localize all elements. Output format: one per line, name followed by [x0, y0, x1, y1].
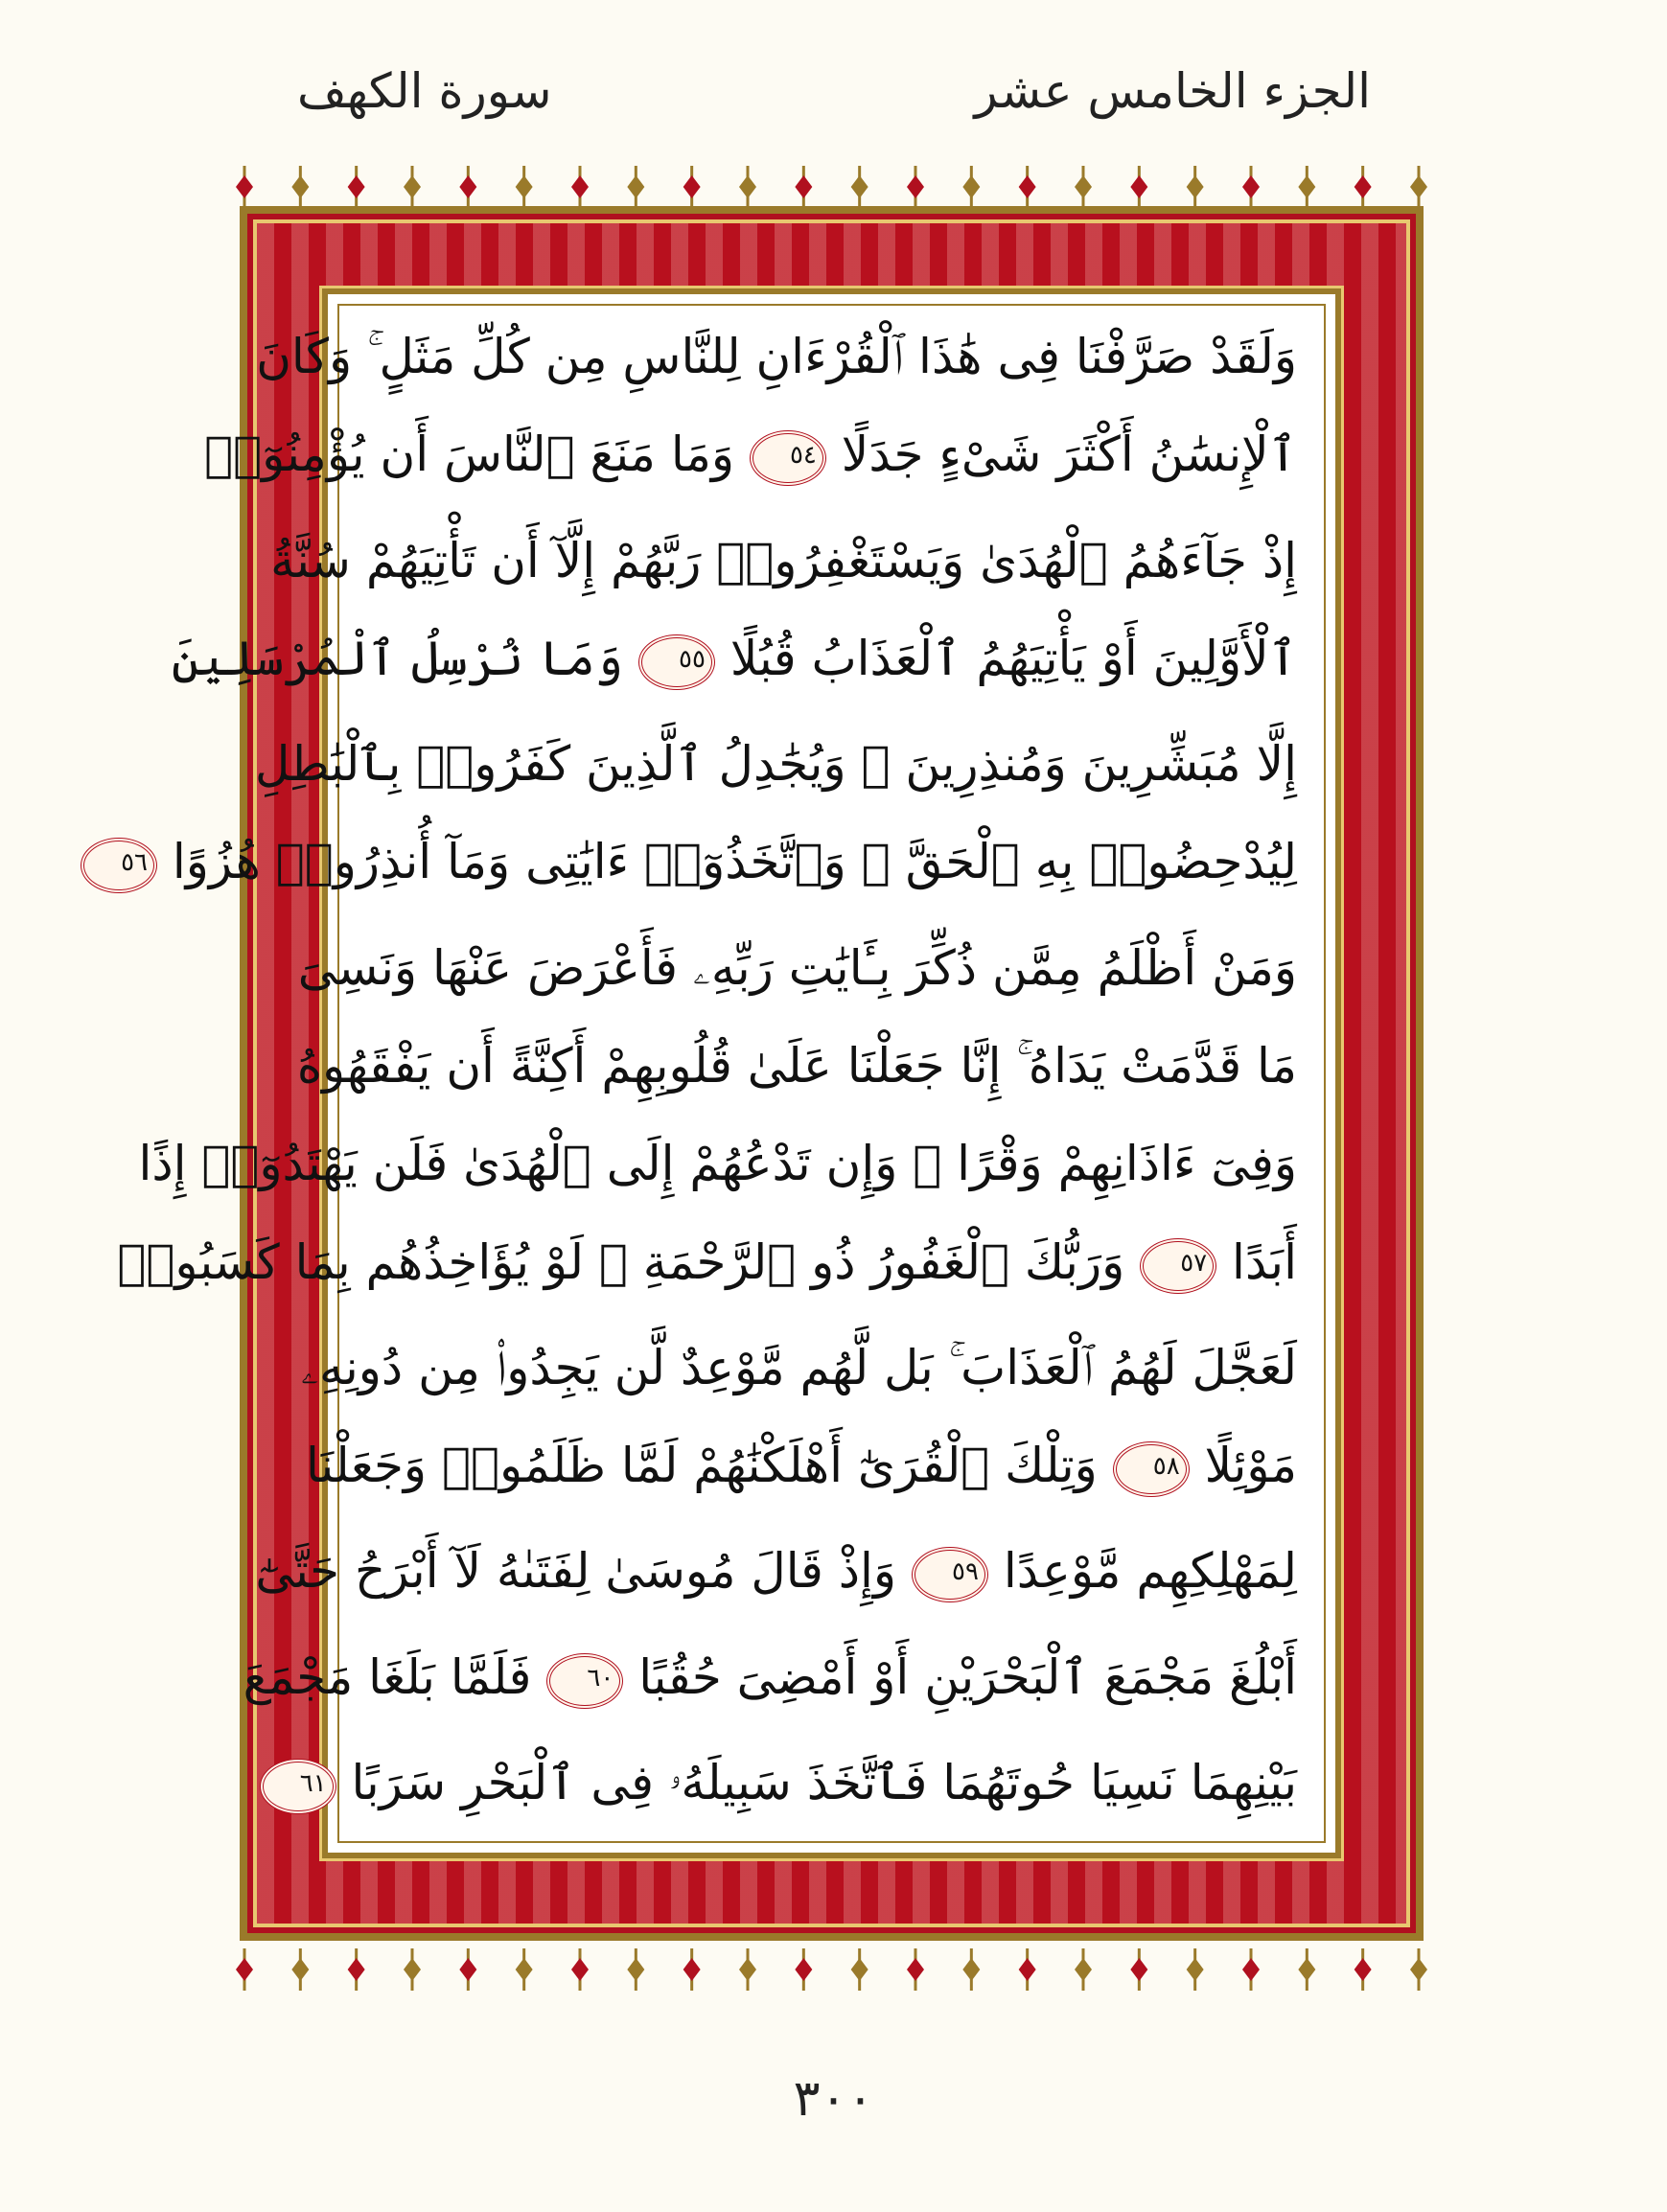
finial-ornament-icon — [571, 166, 589, 208]
finial-ornament-icon — [1354, 166, 1372, 208]
finial-ornament-icon — [907, 1948, 924, 1991]
finial-ornament-icon — [1354, 1948, 1372, 1991]
finial-ornament-icon — [404, 166, 421, 208]
finial-ornament-icon — [236, 1948, 253, 1991]
finial-ornament-icon — [404, 1948, 421, 1991]
finial-ornament-icon — [348, 166, 365, 208]
finial-ornament-icon — [627, 166, 644, 208]
finial-ornament-icon — [1298, 166, 1315, 208]
finial-ornament-icon — [348, 1948, 365, 1991]
finial-ornament-icon — [516, 166, 533, 208]
ayah-number-marker: ٦١ — [260, 1759, 336, 1814]
text-line-10: أَبَدًا ٥٧ وَرَبُّكَ ٱلْغَفُورُ ذُو ٱلرَّحْمَةِ ۖ لَوْ يُؤَاخِذُهُم بِمَا كَسَبُوا۟ — [366, 1238, 1297, 1294]
finial-ornament-icon — [291, 166, 309, 208]
verse-text — [117, 329, 1297, 1814]
finial-ornament-icon — [459, 1948, 476, 1991]
finial-ornament-icon — [1075, 1948, 1092, 1991]
text-line-15: بَيْنِهِمَا نَسِيَا حُوتَهُمَا فَٱتَّخَذَ سَبِيلَهُۥ فِى ٱلْبَحْرِ سَرَبًا ٦١ — [366, 1759, 1297, 1814]
ayah-number-marker: ٦٠ — [546, 1653, 623, 1709]
page-header — [297, 48, 1371, 134]
text-line-7: وَمَنْ أَظْلَمُ مِمَّن ذُكِّرَ بِـَٔايَٰتِ رَبِّهِۦ فَأَعْرَضَ عَنْهَا وَنَسِىَ — [297, 939, 1297, 996]
ayah-number-marker: ٥٨ — [1113, 1441, 1190, 1497]
finial-ornament-icon — [739, 166, 756, 208]
text-line-12: مَوْئِلًا ٥٨ وَتِلْكَ ٱلْقُرَىٰٓ أَهْلَكْنَٰهُمْ لَمَّا ظَلَمُوا۟ وَجَعَلْنَا — [366, 1441, 1297, 1497]
text-line-11: لَعَجَّلَ لَهُمُ ٱلْعَذَابَ ۚ بَل لَّهُم مَّوْعِدٌ لَّن يَجِدُوا۟ مِن دُونِهِۦ — [301, 1339, 1297, 1395]
finial-ornament-icon — [795, 166, 812, 208]
ornamental-frame — [117, 206, 1424, 1941]
finial-ornament-icon — [1242, 166, 1260, 208]
finial-ornament-icon — [1019, 166, 1036, 208]
finial-ornament-icon — [459, 166, 476, 208]
ayah-number-marker: ٥٤ — [750, 430, 826, 486]
text-line-1: وَلَقَدْ صَرَّفْنَا فِى هَٰذَا ٱلْقُرْءَانِ لِلنَّاسِ مِن كُلِّ مَثَلٍ ۚ وَكَانَ — [256, 329, 1297, 384]
finial-ornament-icon — [683, 166, 701, 208]
text-line-9: وَفِىٓ ءَاذَانِهِمْ وَقْرًا ۖ وَإِن تَدْعُهُمْ إِلَى ٱلْهُدَىٰ فَلَن يَهْتَدُوٓا۟ إِذًا — [138, 1136, 1297, 1192]
finial-ornament-icon — [516, 1948, 533, 1991]
finial-ornament-icon — [1410, 166, 1427, 208]
text-line-2: ٱلْإِنسَٰنُ أَكْثَرَ شَىْءٍ جَدَلًا ٥٤ وَمَا مَنَعَ ٱلنَّاسَ أَن يُؤْمِنُوٓا۟ — [366, 430, 1297, 486]
finial-ornament-icon — [962, 1948, 980, 1991]
text-line-14: أَبْلُغَ مَجْمَعَ ٱلْبَحْرَيْنِ أَوْ أَمْضِىَ حُقُبًا ٦٠ فَلَمَّا بَلَغَا مَجْمَعَ — [366, 1653, 1297, 1709]
ayah-number-marker: ٥٥ — [638, 634, 715, 690]
text-line-5: إِلَّا مُبَشِّرِينَ وَمُنذِرِينَ ۚ وَيُجَٰدِلُ ٱلَّذِينَ كَفَرُوا۟ بِٱلْبَٰطِلِ — [254, 736, 1297, 793]
ayah-number-marker: ٥٦ — [81, 838, 157, 893]
page-number: ٣٠٠ — [793, 2070, 874, 2128]
ayah-number-marker: ٥٩ — [912, 1547, 988, 1602]
juz-title: الجزء الخامس عشر — [974, 63, 1371, 119]
text-line-13: لِمَهْلِكِهِم مَّوْعِدًا ٥٩ وَإِذْ قَالَ مُوسَىٰ لِفَتَىٰهُ لَآ أَبْرَحُ حَتَّىٰٓ — [366, 1547, 1297, 1602]
finial-ornament-icon — [795, 1948, 812, 1991]
finial-ornament-icon — [291, 1948, 309, 1991]
finial-ornament-icon — [1410, 1948, 1427, 1991]
finial-ornament-icon — [1187, 1948, 1204, 1991]
finial-ornament-icon — [236, 166, 253, 208]
text-line-3: إِذْ جَآءَهُمُ ٱلْهُدَىٰ وَيَسْتَغْفِرُوا۟ رَبَّهُمْ إِلَّآ أَن تَأْتِيَهُمْ سُنَّةُ — [270, 532, 1297, 588]
finial-ornament-icon — [1242, 1948, 1260, 1991]
finial-ornament-icon — [571, 1948, 589, 1991]
text-line-8: مَا قَدَّمَتْ يَدَاهُ ۚ إِنَّا جَعَلْنَا عَلَىٰ قُلُوبِهِمْ أَكِنَّةً أَن يَفْقَهُوهُ — [296, 1037, 1297, 1094]
finial-ornament-icon — [907, 166, 924, 208]
finial-ornament-icon — [1075, 166, 1092, 208]
text-panel — [117, 288, 1341, 1858]
text-line-4: ٱلْأَوَّلِينَ أَوْ يَأْتِيَهُمُ ٱلْعَذَابُ قُبُلًا ٥٥ وَمَا نُرْسِلُ ٱلْمُرْسَلِينَ — [366, 634, 1297, 690]
finial-ornament-icon — [1130, 1948, 1147, 1991]
finial-ornament-icon — [851, 1948, 868, 1991]
text-line-6: لِيُدْحِضُوا۟ بِهِ ٱلْحَقَّ ۖ وَٱتَّخَذُوٓا۟ ءَايَٰتِى وَمَآ أُنذِرُوا۟ هُزُوًا ٥٦ — [366, 838, 1297, 893]
finial-ornament-icon — [683, 1948, 701, 1991]
finial-ornament-icon — [1130, 166, 1147, 208]
finial-ornament-icon — [1187, 166, 1204, 208]
surah-title: سورة الكهف — [297, 63, 552, 119]
finial-ornament-icon — [739, 1948, 756, 1991]
ayah-number-marker: ٥٧ — [1140, 1238, 1216, 1294]
bottom-finials — [225, 1941, 1438, 1998]
finial-ornament-icon — [1298, 1948, 1315, 1991]
finial-ornament-icon — [962, 166, 980, 208]
finial-ornament-icon — [851, 166, 868, 208]
finial-ornament-icon — [1019, 1948, 1036, 1991]
finial-ornament-icon — [627, 1948, 644, 1991]
